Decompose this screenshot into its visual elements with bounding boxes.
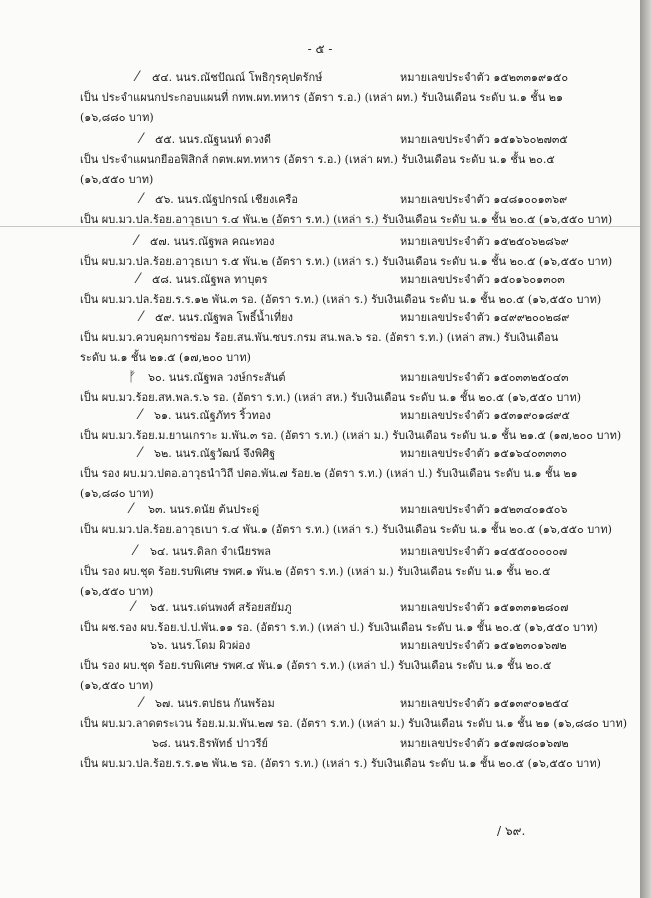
salary-text: (๑๖,๘๘๐ บาท) xyxy=(80,111,154,124)
list-item xyxy=(0,694,640,734)
list-item xyxy=(0,68,640,128)
assignment-text: เป็น ประจำแผนกประกอบแผนที่ กทพ.ผท.ทหาร (อัตรา ร.อ.) (เหล่า ผท.) รับเงินเดือน ระดับ น.๑ ชั้น ๒๑ xyxy=(80,91,564,104)
id-number: หมายเลขประจำตัว ๑๕๑๖๖๐๒๗๓๕ xyxy=(400,133,568,146)
id-number: หมายเลขประจำตัว ๑๕๐๓๓๒๕๐๔๓ xyxy=(400,371,569,384)
cadet-name: ๖๑. นนร.ณัฐภัทร ริ้วทอง xyxy=(154,409,271,422)
cadet-name: ๕๕. นนร.ณัฐนนท์ ดวงดี xyxy=(155,133,271,146)
list-item xyxy=(0,598,640,638)
id-number: หมายเลขประจำตัว ๑๕๐๑๖๐๑๓๐๓ xyxy=(400,273,565,286)
assignment-text: เป็น ผบ.มว.ปล.ร้อย.อาวุธเบา ร.๔ พัน.๑ (อัตรา ร.ท.) (เหล่า ร.) รับเงินเดือน ระดับ น.๑ ชั้น ๒๐.๕ (๑๖,๕๕๐ บาท) xyxy=(80,523,612,536)
assignment-text: เป็น ผช.รอง ผบ.ร้อย.ป.ป.พัน.๑๑ รอ. (อัตรา ร.ท.) (เหล่า ป.) รับเงินเดือน ระดับ น.๑ ชั้น ๒๐.๕ (๑๖,๕๕๐ บาท) xyxy=(80,621,598,634)
id-number: หมายเลขประจำตัว ๑๕๑๖๔๐๓๓๓๐ xyxy=(400,447,567,460)
list-item xyxy=(0,130,640,190)
salary-text: (๑๖,๕๕๐ บาท) xyxy=(80,173,154,186)
cadet-name: ๖๕. นนร.เด่นพงศ์ สร้อยสยัมภู xyxy=(150,601,292,614)
page-number: - ๕ - xyxy=(307,42,333,56)
list-item xyxy=(0,500,640,540)
list-item xyxy=(0,368,640,408)
cadet-name: ๕๙. นนร.ณัฐพล โพธิ์น้ำเที่ยง xyxy=(155,311,293,324)
id-number: หมายเลขประจำตัว ๑๕๑๒๓๐๑๖๗๒ xyxy=(400,639,567,652)
list-item xyxy=(0,406,640,446)
cadet-name: ๖๗. นนร.ตปธน กันพร้อม xyxy=(155,697,275,710)
checkmark-icon: ⁄ xyxy=(140,191,143,207)
salary-text: (๑๖,๕๕๐ บาท) xyxy=(80,585,154,598)
list-item xyxy=(0,270,640,310)
assignment-text: เป็น ผบ.มว.ปล.ร้อย.อาวุธเบา ร.๔ พัน.๒ (อัตรา ร.ท.) (เหล่า ร.) รับเงินเดือน ระดับ น.๑ ชั้น ๒๐.๕ (๑๖,๕๕๐ บาท) xyxy=(80,213,613,226)
id-number: หมายเลขประจำตัว ๑๕๓๑๙๐๑๘๙๕ xyxy=(400,409,570,422)
checkmark-icon: ⁄ xyxy=(135,233,138,249)
flag-mark-icon: ᚠ xyxy=(128,369,137,385)
salary-text: ระดับ น.๑ ชั้น ๒๑.๕ (๑๗,๒๐๐ บาท) xyxy=(80,351,251,364)
cadet-name: ๕๔. นนร.ณัชปัณณ์ โพธิกุรคุปตรักษ์ xyxy=(152,71,323,84)
list-item xyxy=(0,636,640,696)
slash-mark-icon: / xyxy=(497,824,502,838)
page-edge xyxy=(640,0,652,898)
list-item xyxy=(0,542,640,602)
checkmark-icon: ⁄ xyxy=(137,271,140,287)
cadet-name: ๖๓. นนร.ดนัย ต้นประดู่ xyxy=(148,503,260,516)
checkmark-icon: ⁄ xyxy=(130,501,133,517)
assignment-text: เป็น ประจำแผนกยีออฟิสิกส์ กตพ.ผท.ทหาร (อัตรา ร.อ.) (เหล่า ผท.) รับเงินเดือน ระดับ น.๑ ชั้น ๒๐.๕ xyxy=(80,153,555,166)
id-number: หมายเลขประจำตัว ๑๕๑๗๘๐๑๖๗๒ xyxy=(400,737,569,750)
id-number: หมายเลขประจำตัว ๑๕๒๓๓๑๙๑๕๐ xyxy=(400,71,569,84)
list-item xyxy=(0,444,640,504)
checkmark-icon: ⁄ xyxy=(140,695,143,711)
continuation-reference xyxy=(497,822,525,841)
cadet-name: ๖๖. นนร.โดม ผิวผ่อง xyxy=(150,639,251,652)
id-number: หมายเลขประจำตัว ๑๕๑๓๓๑๒๘๐๗ xyxy=(400,601,569,614)
salary-text: (๑๖,๘๘๐ บาท) xyxy=(80,487,154,500)
checkmark-icon: ⁄ xyxy=(136,69,139,85)
checkmark-icon: ⁄ xyxy=(139,407,142,423)
id-number: หมายเลขประจำตัว ๑๔๘๑๐๐๑๓๖๙ xyxy=(400,193,568,206)
cadet-name: ๖๐. นนร.ณัฐพล วงษ์กระสันต์ xyxy=(148,371,286,384)
assignment-text: เป็น รอง ผบ.ชุด ร้อย.รบพิเศษ รพศ.๑ พัน.๒ (อัตรา ร.ท.) (เหล่า ม.) รับเงินเดือน ระดับ น.๑ ชั้น ๒๐.๕ xyxy=(80,565,551,578)
checkmark-icon: ⁄ xyxy=(139,445,142,461)
checkmark-icon: ⁄ xyxy=(134,543,137,559)
id-number: หมายเลขประจำตัว ๑๔๙๙๒๐๐๒๘๙ xyxy=(400,311,570,324)
cadet-name: ๕๘. นนร.ณัฐพล ทาบุตร xyxy=(152,273,268,286)
checkmark-icon: ⁄ xyxy=(140,131,143,147)
assignment-text: เป็น รอง ผบ.ชุด ร้อย.รบพิเศษ รพศ.๔ พัน.๑ (อัตรา ร.ท.) (เหล่า ป.) รับเงินเดือน ระดับ น.๑ ชั้น ๒๐.๕ xyxy=(80,659,552,672)
list-item xyxy=(0,190,640,230)
next-page-number: ๖๙. xyxy=(505,824,526,838)
assignment-text: เป็น ผบ.มว.ปล.ร้อย.ร.ร.๑๒ พัน.๒ รอ. (อัตรา ร.ท.) (เหล่า ร.) รับเงินเดือน ระดับ น.๑ ชั้น ๒๐.๕ (๑๖,๕๕๐ บาท) xyxy=(80,757,601,770)
list-item xyxy=(0,232,640,272)
checkmark-icon: ⁄ xyxy=(140,309,143,325)
cadet-name: ๖๒. นนร.ณัฐวัฒน์ จึงพิศิฐ xyxy=(154,447,276,460)
list-item xyxy=(0,308,640,368)
assignment-text: เป็น ผบ.มว.ปล.ร้อย.ร.ร.๑๒ พัน.๓ รอ. (อัตรา ร.ท.) (เหล่า ร.) รับเงินเดือน ระดับ น.๑ ชั้น ๒๐.๕ (๑๖,๕๕๐ บาท) xyxy=(80,293,602,306)
cadet-name: ๖๔. นนร.ดิลก จำเนียรพล xyxy=(150,545,272,558)
id-number: หมายเลขประจำตัว ๑๕๒๕๐๖๒๘๖๙ xyxy=(400,235,569,248)
id-number: หมายเลขประจำตัว ๑๕๒๓๔๐๑๕๐๖ xyxy=(400,503,568,516)
checkmark-icon: ⁄ xyxy=(132,599,135,615)
salary-text: (๑๖,๕๕๐ บาท) xyxy=(80,679,154,692)
id-number: หมายเลขประจำตัว ๑๔๕๕๐๐๐๐๐๗ xyxy=(400,545,568,558)
cadet-name: ๕๖. นนร.ณัฐปกรณ์ เชียงเครือ xyxy=(155,193,298,206)
assignment-text: เป็น ผบ.มว.ร้อย.สห.พล.ร.๖ รอ. (อัตรา ร.ท.) (เหล่า สห.) รับเงินเดือน ระดับ น.๑ ชั้น ๒๐.๕ (๑๖,๕๕๐ บาท) xyxy=(80,391,582,404)
assignment-text: เป็น ผบ.มว.ปล.ร้อย.อาวุธเบา ร.๕ พัน.๒ (อัตรา ร.ท.) (เหล่า ร.) รับเงินเดือน ระดับ น.๑ ชั้น ๒๐.๕ (๑๖,๕๕๐ บาท) xyxy=(80,255,613,268)
assignment-text: เป็น ผบ.มว.ควบคุมการซ่อม ร้อย.สน.พัน.ซบร.กรม สน.พล.๖ รอ. (อัตรา ร.ท.) (เหล่า สพ.) รับเงินเดือน xyxy=(80,331,559,344)
cadet-name: ๖๘. นนร.ธิรพัทธ์ ปาวรีย์ xyxy=(152,737,268,750)
list-item xyxy=(0,734,640,774)
assignment-text: เป็น ผบ.มว.ลาดตระเวน ร้อย.ม.ม.พัน.๒๗ รอ. (อัตรา ร.ท.) (เหล่า ม.) รับเงินเดือน ระดับ น.๑ ชั้น ๒๑ (๑๖,๘๘๐ บาท) xyxy=(80,717,627,730)
assignment-text: เป็น รอง ผบ.มว.ปตอ.อาวุธนำวิถี ปตอ.พัน.๗ ร้อย.๒ (อัตรา ร.ท.) (เหล่า ป.) รับเงินเดือน ระดับ น.๑ ชั้น ๒๑ xyxy=(80,467,578,480)
assignment-text: เป็น ผบ.มว.ร้อย.ม.ยานเกราะ ม.พัน.๓ รอ. (อัตรา ร.ท.) (เหล่า ม.) รับเงินเดือน ระดับ น.๑ ชั้น ๒๑.๕ (๑๗,๒๐๐ บาท) xyxy=(80,429,622,442)
id-number: หมายเลขประจำตัว ๑๕๑๓๙๐๑๒๕๔ xyxy=(400,697,569,710)
cadet-name: ๕๗. นนร.ณัฐพล คณะทอง xyxy=(150,235,275,248)
